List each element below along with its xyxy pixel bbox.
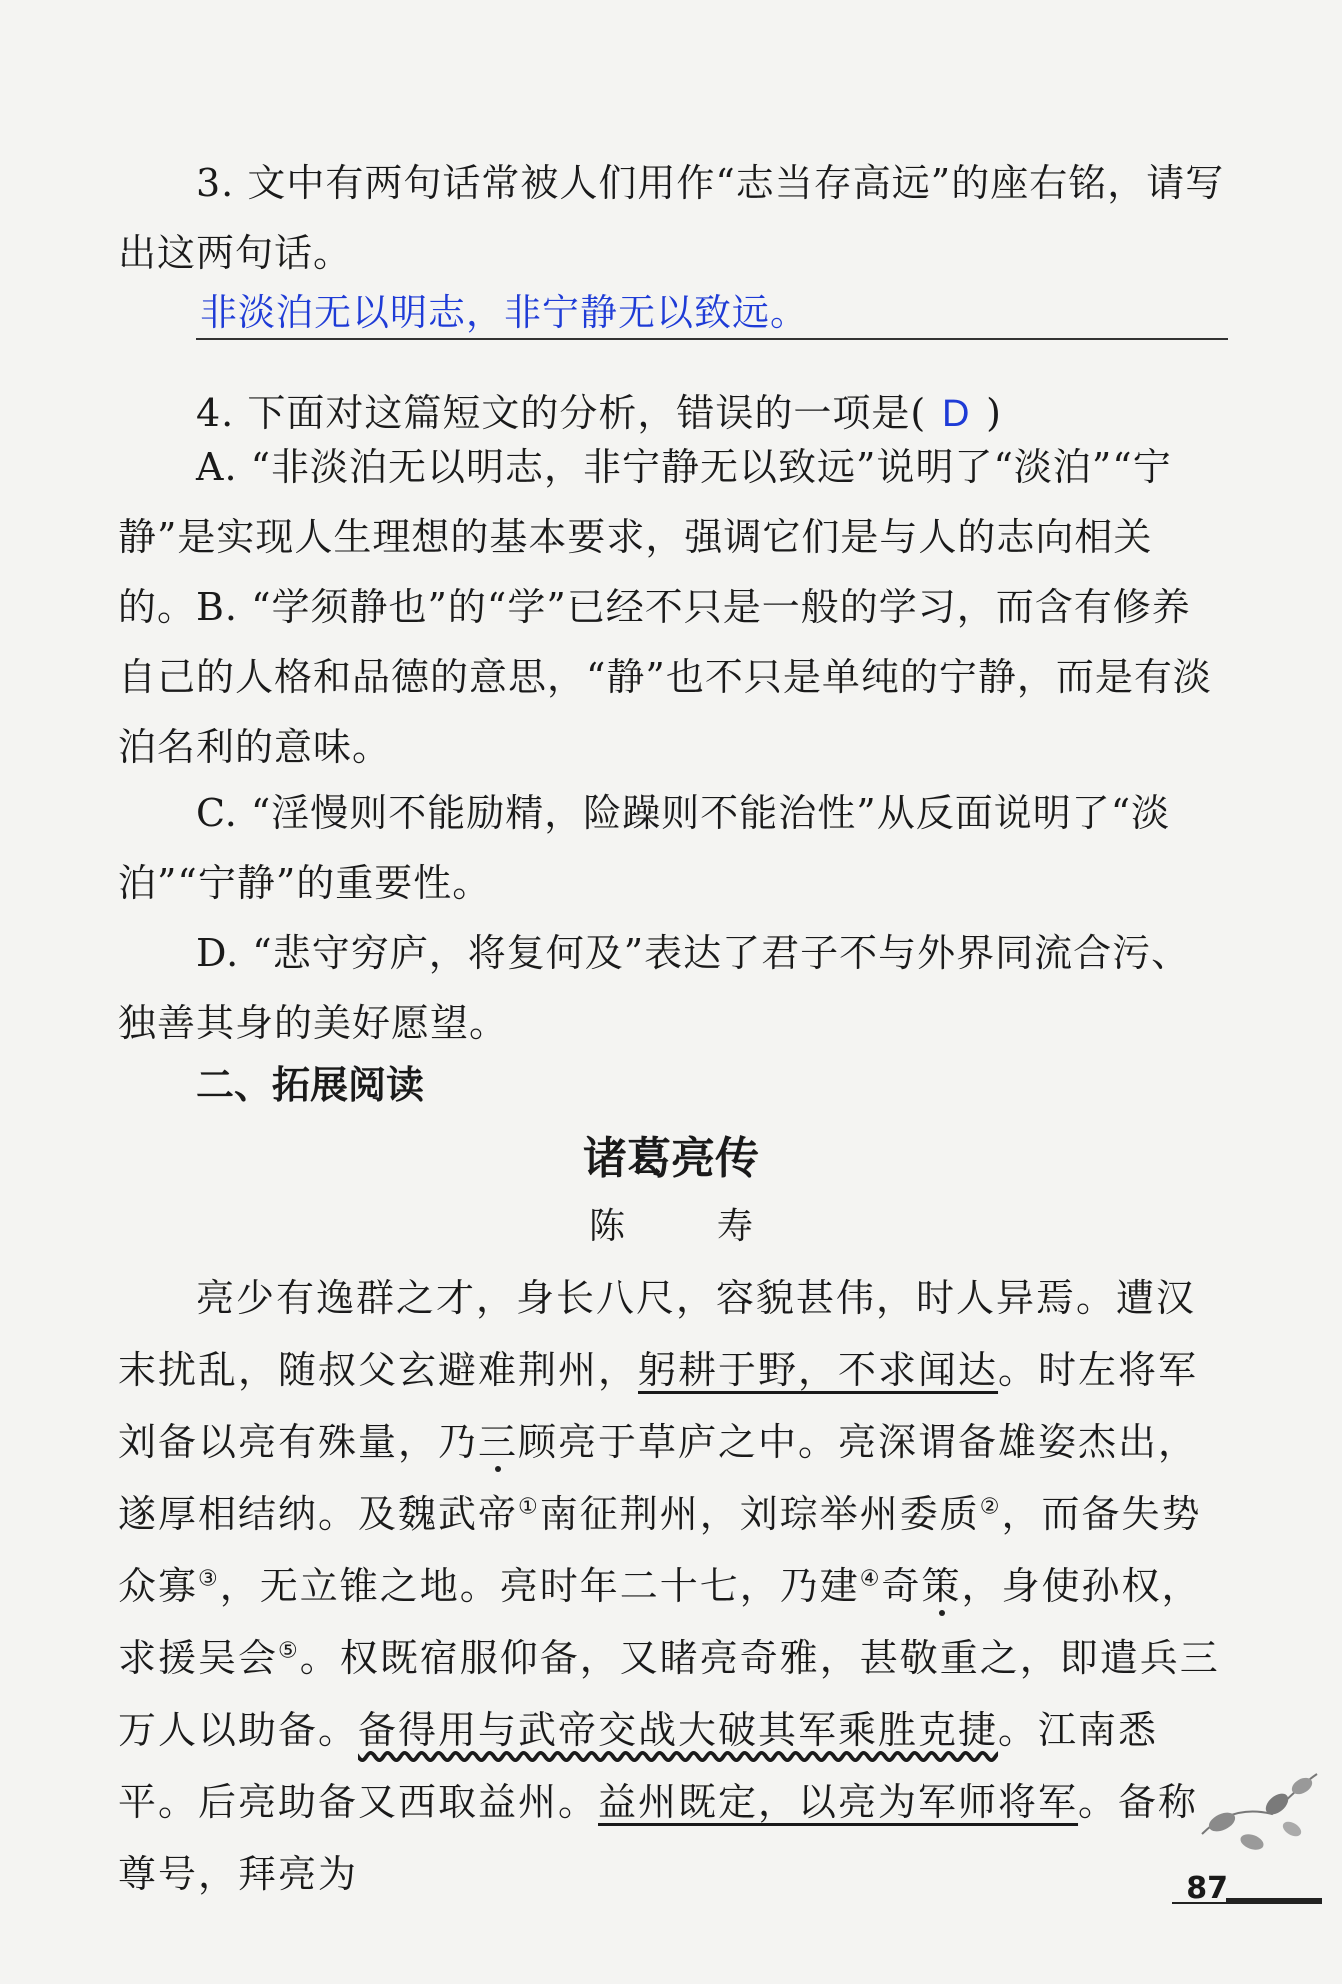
body-text: ，而备失势众寡 (118, 1492, 1202, 1608)
wavy-underlined-sentence: 备得用与武帝交战大破其军乘胜克捷 (358, 1708, 999, 1752)
article-title: 诸葛亮传 (583, 1133, 759, 1184)
underlined-sentence: 益州既定，以亮为军师将军 (598, 1780, 1079, 1824)
footnote-marker: ③ (198, 1566, 220, 1592)
answer-4: D (941, 393, 971, 435)
body-text: 南征荆州，刘琮举州委质 (539, 1492, 980, 1536)
article-body (118, 1262, 1228, 1910)
underlined-phrase: 躬耕于野，不求闻达 (638, 1348, 999, 1392)
body-text: 。备称尊号，拜亮为 (118, 1780, 1199, 1896)
body-text: 奇 (881, 1564, 922, 1608)
dotted-char: 三 (478, 1420, 519, 1464)
footnote-marker: ④ (859, 1566, 882, 1592)
dotted-char: 策 (921, 1564, 962, 1608)
leaf-decoration-icon (1192, 1764, 1322, 1864)
footnote-marker: ⑤ (278, 1638, 300, 1664)
option-d: D. “悲守穷庐，将复何及”表达了君子不与外界同流合污、独善其身的美好愿望。 (118, 931, 1191, 1045)
body-text: 亮少有逸群之才，身长八尺，容貌甚伟，时人异焉。遭汉末扰乱，随叔父玄避难荆州， (118, 1276, 1197, 1392)
page-number: 87 (1186, 1871, 1228, 1906)
question-3: 3. 文中有两句话常被人们用作“志当存高远”的座右铭，请写出这两句话。 (118, 161, 1225, 275)
option-c: C. “淫慢则不能励精，险躁则不能治性”从反面说明了“淡泊”“宁静”的重要性。 (118, 791, 1171, 905)
body-text: 顾亮于草庐之中。亮深谓备雄姿杰出，遂厚相结纳。及魏武帝 (118, 1420, 1199, 1536)
body-text: 。江南悉平。后亮助备又西取益州。 (118, 1708, 1159, 1824)
footnote-marker: ② (979, 1494, 1002, 1520)
option-b: B. “学须静也”的“学”已经不只是一般的学习，而含有修养自己的人格和品德的意思，“静”也不只是单纯的宁静，而是有淡泊名利的意味。 (118, 585, 1212, 769)
question-4-close: ) (986, 391, 1002, 435)
body-text: ，身使孙权，求援吴会 (118, 1564, 1202, 1680)
article-author: 陈 寿 (588, 1206, 781, 1247)
option-a: A. “非淡泊无以明志，非宁静无以致远”说明了“淡泊”“宁静”是实现人生理想的基本要求，强调它们是与人的志向相关的。 (118, 445, 1172, 629)
footnote-marker: ① (518, 1494, 540, 1520)
body-text: 。时左将军刘备以亮有殊量，乃 (118, 1348, 1199, 1464)
question-4-stem: 4. 下面对这篇短文的分析，错误的一项是( (196, 391, 927, 435)
body-text: 。权既宿服仰备，又睹亮奇雅，甚敬重之，即遣兵三万人以助备。 (118, 1636, 1220, 1752)
answer-3: 非淡泊无以明志，非宁静无以致远。 (200, 291, 808, 334)
body-text: ，无立锥之地。亮时年二十七，乃建 (219, 1564, 860, 1608)
section-heading: 二、拓展阅读 (196, 1063, 425, 1107)
